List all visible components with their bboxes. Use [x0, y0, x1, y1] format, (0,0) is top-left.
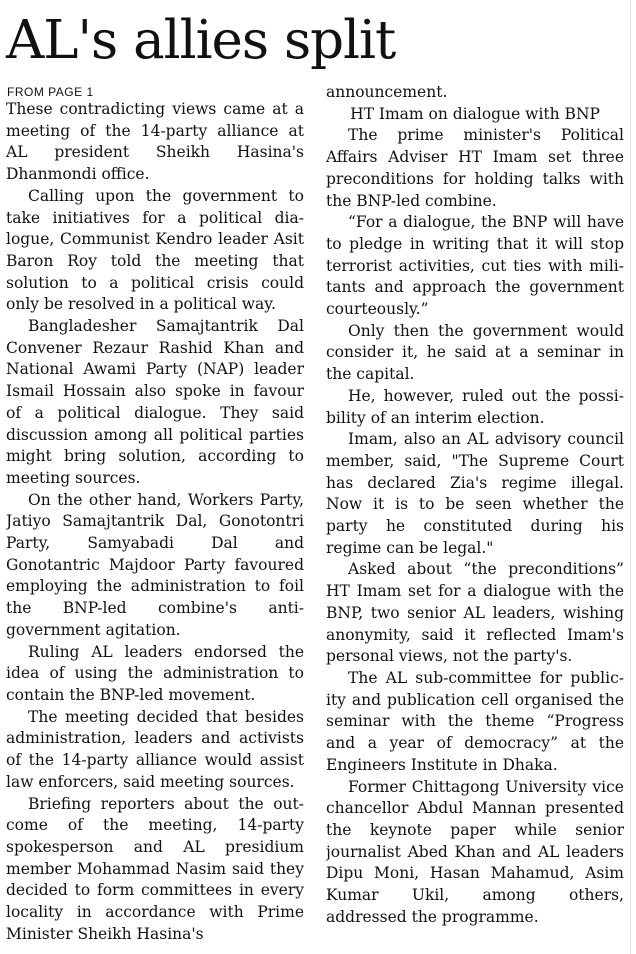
- paragraph: Asked about “the preconditions” HT Imam set for a dialogue with the BNP, two senior AL leaders, wishing anonymity, said it reflected Imam's personal views, not the party's.: [326, 560, 624, 666]
- paragraph: The meeting decided that besides administration, leaders and activists of the 14-party alliance would assist law enforcers, said meeting sources.: [6, 707, 304, 791]
- paragraph: Bangladesher Samajtantrik Dal Convener Rezaur Rashid Khan and National Awami Party (NAP) leader Ismail Hossain also spoke in favour of a political dialogue. They said discussion among all political parties might bring solution, according to meeting sources.: [6, 317, 304, 487]
- paragraph: Former Chittagong University vice chancellor Abdul Mannan presented the keynote paper while senior journalist Abed Khan and AL leaders Dipu Moni, Hasan Mahamud, Asim Kumar Ukil, among others, addressed the programme.: [326, 777, 624, 926]
- continuation-text: announcement.: [326, 83, 448, 101]
- paragraph: “For a dialogue, the BNP will have to pledge in writing that it will stop terrorist activities, cut ties with militants and approach the government courteously.”: [326, 213, 624, 319]
- paragraph: Calling upon the government to take initiatives for a political dialogue, Communist Kendro leader Asit Baron Roy told the meeting that solution to a political crisis could only be resolved in a political way.: [6, 186, 304, 314]
- column-rule: [630, 0, 631, 954]
- page-reference: FROM PAGE 1: [7, 85, 94, 99]
- paragraph: Only then the government would consider it, he said at a seminar in the capital.: [326, 321, 624, 384]
- paragraph: The AL sub-committee for publicity and publication cell organised the seminar with the theme “Progress and a year of democracy” at the Engineers Institute in Dhaka.: [326, 668, 624, 774]
- paragraph: Briefing reporters about the outcome of the meeting, 14-party spokesperson and AL presidium member Mohammad Nasim said they decided to form committees in every locality in accordance with Prime Minister Sheikh Hasina's: [6, 794, 304, 943]
- article-column-left: [6, 99, 304, 954]
- paragraph: Ruling AL leaders endorsed the idea of using the administration to contain the BNP-led movement.: [6, 642, 304, 704]
- subheading: HT Imam on dialogue with BNP: [350, 104, 600, 123]
- paragraph: Imam, also an AL advisory council member, said, "The Supreme Court has declared Zia's regime illegal. Now it is to be seen whether the party he constituted during his regime can be legal.": [326, 430, 624, 557]
- paragraph: He, however, ruled out the possibility of an interim election.: [326, 386, 624, 427]
- article-column-right: [326, 82, 624, 954]
- paragraph: The prime minister's Political Affairs Adviser HT Imam set three preconditions for holding talks with the BNP-led combine.: [326, 126, 624, 210]
- paragraph: These contradicting views came at a meeting of the 14-party alliance at AL president Sheikh Hasina's Dhanmondi office.: [6, 100, 304, 184]
- paragraph: On the other hand, Workers Party, Jatiyo Samajtantrik Dal, Gonotontri Party, Samyabadi Dal and Gonotantric Majdoor Party favoured employing the administration to foil the BNP-led combine's anti-government agitation.: [6, 490, 304, 639]
- headline: AL's allies split: [6, 10, 396, 71]
